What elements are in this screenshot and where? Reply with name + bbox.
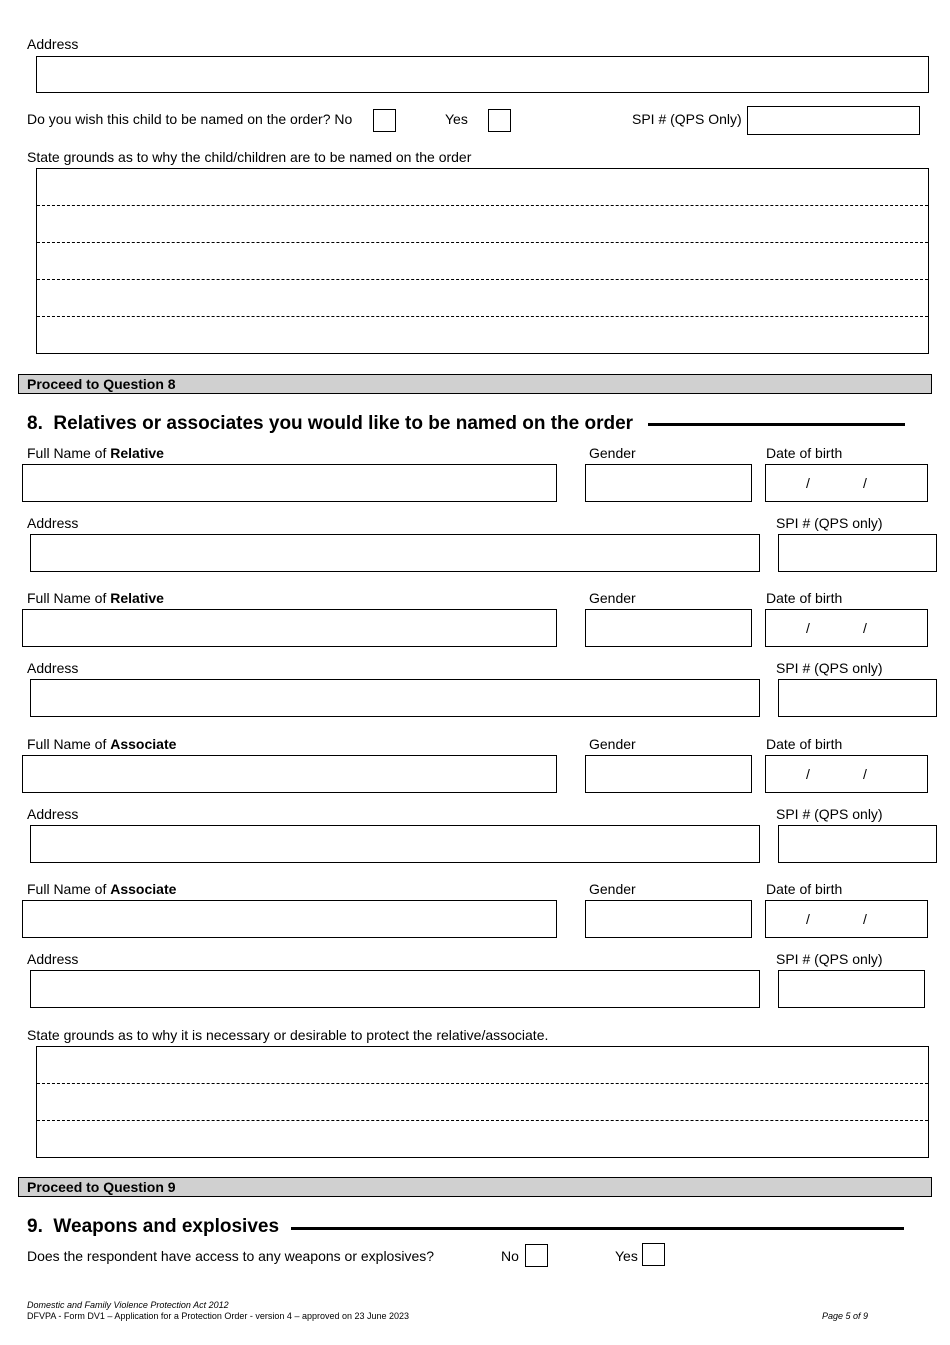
associate-gender-label: Gender	[589, 736, 636, 752]
associate-full-name-input[interactable]	[22, 755, 557, 793]
weapons-yes-checkbox[interactable]	[642, 1243, 665, 1266]
child-spi-label: SPI # (QPS Only)	[632, 111, 742, 127]
weapons-question: Does the respondent have access to any weapons or explosives?	[27, 1248, 435, 1264]
associate-address-label: Address	[27, 806, 79, 822]
associate-dob-input[interactable]	[765, 755, 928, 793]
dob-separator: /	[806, 766, 810, 782]
footer-page-number: Page 5 of 9	[822, 1311, 869, 1321]
child-named-question: Do you wish this child to be named on the order? No	[27, 111, 353, 127]
writing-line	[37, 242, 928, 243]
relative-dob-label: Date of birth	[766, 590, 843, 606]
associate-dob-label: Date of birth	[766, 736, 843, 752]
associate-spi-label: SPI # (QPS only)	[776, 806, 883, 822]
associate-spi-input[interactable]	[778, 970, 925, 1008]
section9-heading	[27, 1216, 279, 1238]
writing-line	[37, 1120, 928, 1121]
associate-full-name-label: Full Name of Associate	[27, 881, 177, 897]
associate-dob-label: Date of birth	[766, 881, 843, 897]
weapons-no-label: No	[501, 1248, 519, 1264]
dob-separator: /	[806, 475, 810, 491]
child-grounds-label: State grounds as to why the child/children are to be named on the order	[27, 149, 472, 165]
footer-form-info: DFVPA - Form DV1 – Application for a Protection Order - version 4 – approved on 23 June 2023	[27, 1311, 410, 1321]
dob-separator: /	[863, 620, 867, 636]
relative-gender-label: Gender	[589, 445, 636, 461]
child-named-no-checkbox[interactable]	[373, 109, 396, 132]
associate-full-name-input[interactable]	[22, 900, 557, 938]
relative-gender-input[interactable]	[585, 609, 752, 647]
relative-spi-label: SPI # (QPS only)	[776, 515, 883, 531]
associate-dob-input[interactable]	[765, 900, 928, 938]
relative-grounds-label: State grounds as to why it is necessary or desirable to protect the relative/associate.	[27, 1027, 549, 1043]
section9-rule	[291, 1227, 904, 1230]
relative-spi-label: SPI # (QPS only)	[776, 660, 883, 676]
section9-title: Weapons and explosives	[53, 1216, 280, 1237]
relative-dob-label: Date of birth	[766, 445, 843, 461]
associate-address-input[interactable]	[30, 970, 760, 1008]
associate-full-name-label: Full Name of Associate	[27, 736, 177, 752]
dob-separator: /	[863, 475, 867, 491]
child-address-input[interactable]	[36, 56, 929, 93]
relative-gender-label: Gender	[589, 590, 636, 606]
child-address-label: Address	[27, 36, 79, 52]
writing-line	[37, 1083, 928, 1084]
relative-spi-input[interactable]	[778, 679, 937, 717]
footer-act: Domestic and Family Violence Protection Act 2012	[27, 1300, 229, 1310]
relative-address-input[interactable]	[30, 534, 760, 572]
relative-full-name-input[interactable]	[22, 609, 557, 647]
relative-dob-input[interactable]	[765, 609, 928, 647]
associate-gender-input[interactable]	[585, 755, 752, 793]
proceed-q9-banner: Proceed to Question 9	[18, 1177, 932, 1197]
child-named-yes-checkbox[interactable]	[488, 109, 511, 132]
relative-gender-input[interactable]	[585, 464, 752, 502]
section8-heading	[27, 413, 633, 435]
dob-separator: /	[806, 911, 810, 927]
weapons-no-checkbox[interactable]	[525, 1244, 548, 1267]
dob-separator: /	[863, 766, 867, 782]
relative-address-label: Address	[27, 660, 79, 676]
child-spi-input[interactable]	[747, 106, 920, 135]
relative-full-name-input[interactable]	[22, 464, 557, 502]
proceed-q8-banner: Proceed to Question 8	[18, 374, 932, 394]
relative-full-name-label: Full Name of Relative	[27, 590, 164, 606]
writing-line	[37, 205, 928, 206]
section8-rule	[648, 423, 905, 426]
dob-separator: /	[863, 911, 867, 927]
child-grounds-textarea[interactable]	[36, 168, 929, 354]
associate-spi-label: SPI # (QPS only)	[776, 951, 883, 967]
associate-address-input[interactable]	[30, 825, 760, 863]
relative-address-label: Address	[27, 515, 79, 531]
associate-gender-input[interactable]	[585, 900, 752, 938]
relative-address-input[interactable]	[30, 679, 760, 717]
writing-line	[37, 316, 928, 317]
child-named-yes-label: Yes	[445, 111, 468, 127]
relative-spi-input[interactable]	[778, 534, 937, 572]
associate-address-label: Address	[27, 951, 79, 967]
weapons-yes-label: Yes	[615, 1248, 638, 1264]
relative-grounds-textarea[interactable]	[36, 1046, 929, 1158]
associate-spi-input[interactable]	[778, 825, 937, 863]
writing-line	[37, 279, 928, 280]
associate-gender-label: Gender	[589, 881, 636, 897]
relative-dob-input[interactable]	[765, 464, 928, 502]
relative-full-name-label: Full Name of Relative	[27, 445, 164, 461]
section9-number: 9.	[27, 1216, 43, 1237]
section8-title: Relatives or associates you would like to be named on the order	[53, 413, 634, 434]
section8-number: 8.	[27, 413, 43, 434]
dob-separator: /	[806, 620, 810, 636]
